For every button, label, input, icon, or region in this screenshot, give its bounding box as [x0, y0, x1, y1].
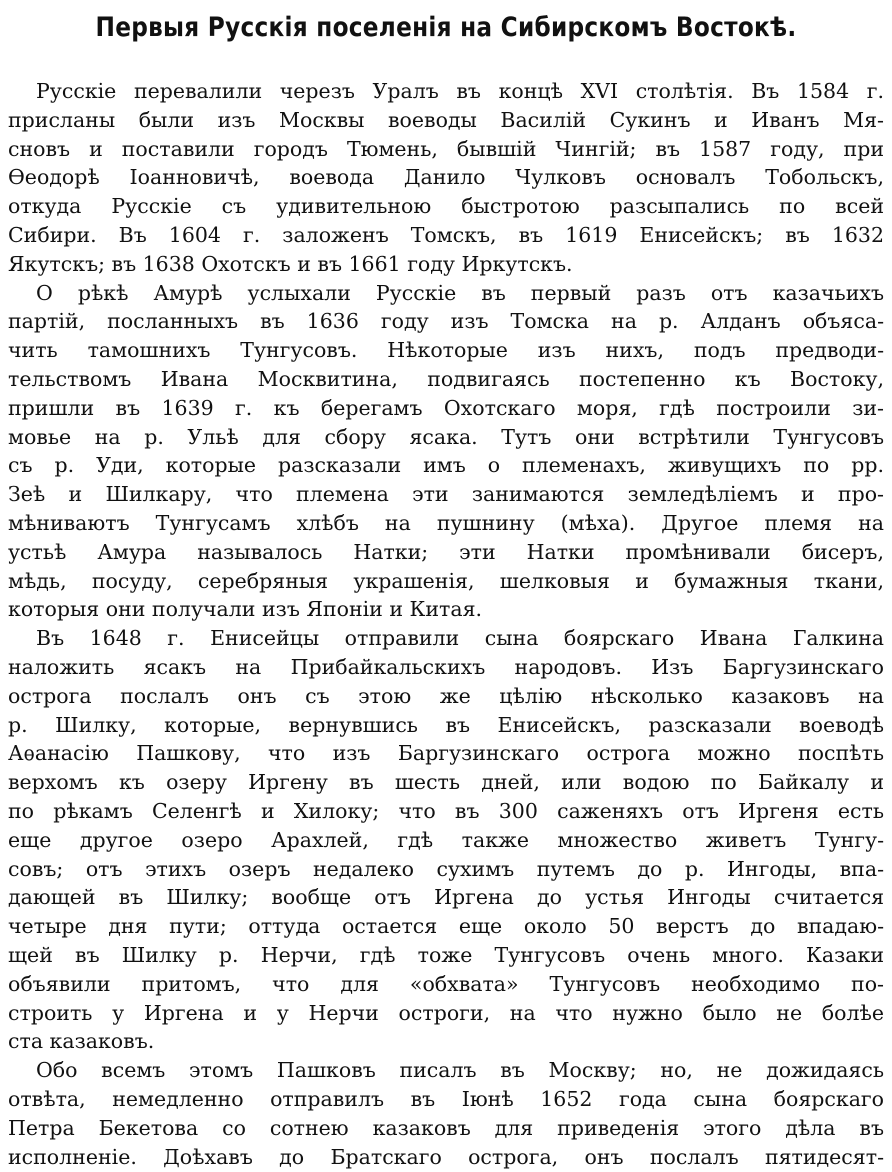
text-line: Якутскъ; въ 1638 Охотскъ и въ 1661 году Иркутскъ.: [8, 251, 573, 276]
text-line: устьѣ Амура называлось Натки; эти Натки промѣнивали бисеръ,: [8, 539, 884, 564]
text-line: еще другое озеро Арахлей, гдѣ также множество живетъ Тунгу-: [8, 827, 884, 852]
text-line: отвѣта, немедленно отправилъ въ Іюнѣ 1652 года сына боярскаго: [8, 1087, 884, 1111]
text-line: Въ 1648 г. Енисейцы отправили сына боярскаго Ивана Галкина: [36, 626, 884, 651]
text-line: мовье на р. Ульѣ для сбору ясака. Тутъ они встрѣтили Тунгусовъ: [8, 424, 884, 449]
text-line: тельствомъ Ивана Москвитина, подвигаясь постепенно къ Востоку,: [8, 367, 884, 391]
text-line: строить у Иргена и у Нерчи остроги, на что нужно было не болѣе: [8, 1000, 884, 1025]
text-line: съ р. Уди, которые разсказали имъ о племенахъ, живущихъ по рр.: [8, 453, 884, 478]
text-line: Ѳеодорѣ Іоанновичѣ, воевода Данило Чулковъ основалъ Тобольскъ,: [8, 165, 884, 190]
text-line: Зеѣ и Шилкару, что племена эти занимаются земледѣліемъ и про-: [8, 482, 884, 507]
text-line: сновъ и поставили городъ Тюмень, бывшій Чингій; въ 1587 году, при: [8, 136, 884, 161]
text-line: щей въ Шилку р. Нерчи, гдѣ тоже Тунгусовъ очень много. Казаки: [8, 943, 884, 967]
text-line: исполненіе. Доѣхавъ до Братскаго острога, онъ послалъ пятидесят-: [8, 1144, 884, 1169]
text-line: мѣдь, посуду, серебряныя украшенія, шелковыя и бумажныя ткани,: [8, 568, 884, 593]
text-line: Аѳанасію Пашкову, что изъ Баргузинскаго острога можно поспѣть: [8, 741, 884, 766]
text-line: дающей въ Шилку; вообще отъ Иргена до устья Ингоды считается: [8, 885, 884, 910]
text-line: партій, посланныхъ въ 1636 году изъ Томска на р. Алданъ объяса-: [8, 309, 884, 334]
text-line: острога послалъ онъ съ этою же цѣлію нѣсколько казаковъ на: [8, 683, 884, 708]
text-line: Сибири. Въ 1604 г. заложенъ Томскъ, въ 1619 Енисейскъ; въ 1632: [8, 223, 884, 247]
text-line: четыре дня пути; оттуда остается еще около 50 верстъ до впадаю-: [8, 914, 884, 939]
text-line: р. Шилку, которые, вернувшись въ Енисейскъ, разсказали воеводѣ: [8, 712, 884, 737]
text-line: чить тамошнихъ Тунгусовъ. Нѣкоторые изъ нихъ, подъ предводи-: [8, 338, 884, 363]
text-line: Петра Бекетова со сотнею казаковъ для приведенія этого дѣла въ: [8, 1115, 884, 1140]
text-line: пришли въ 1639 г. къ берегамъ Охотскаго моря, гдѣ построили зи-: [8, 395, 884, 420]
text-line: объявили притомъ, что для «обхвата» Тунгусовъ необходимо по-: [8, 971, 884, 996]
text-line: ста казаковъ.: [8, 1029, 155, 1054]
text-line: откуда Русскіе съ удивительною быстротою разсыпались по всей: [8, 194, 884, 219]
text-line: Русскіе перевалили черезъ Уралъ въ концѣ XVI столѣтія. Въ 1584 г.: [36, 79, 884, 103]
text-line: которыя они получали изъ Японіи и Китая.: [8, 597, 483, 622]
text-line: верхомъ къ озеру Иргену въ шесть дней, или водою по Байкалу и: [8, 770, 884, 795]
text-line: совъ; отъ этихъ озеръ недалеко сухимъ путемъ до р. Ингоды, впа-: [8, 856, 884, 881]
text-line: присланы были изъ Москвы воеводы Василій Сукинъ и Иванъ Мя-: [8, 107, 884, 132]
text-line: Обо всемъ этомъ Пашковъ писалъ въ Москву; но, не дожидаясь: [36, 1058, 884, 1083]
text-line: по рѣкамъ Селенгѣ и Хилоку; что въ 300 саженяхъ отъ Иргеня есть: [8, 799, 884, 823]
text-line: мѣниваютъ Тунгусамъ хлѣбъ на пушнину (мѣха). Другое племя на: [8, 511, 884, 535]
text-line: О рѣкѣ Амурѣ услыхали Русскіе въ первый разъ отъ казачьихъ: [36, 280, 884, 305]
text-line: наложить ясакъ на Прибайкальскихъ народовъ. Изъ Баргузинскаго: [8, 655, 884, 679]
page-title: Первыя Русскія поселенія на Сибирскомъ Востокѣ.: [95, 12, 797, 43]
